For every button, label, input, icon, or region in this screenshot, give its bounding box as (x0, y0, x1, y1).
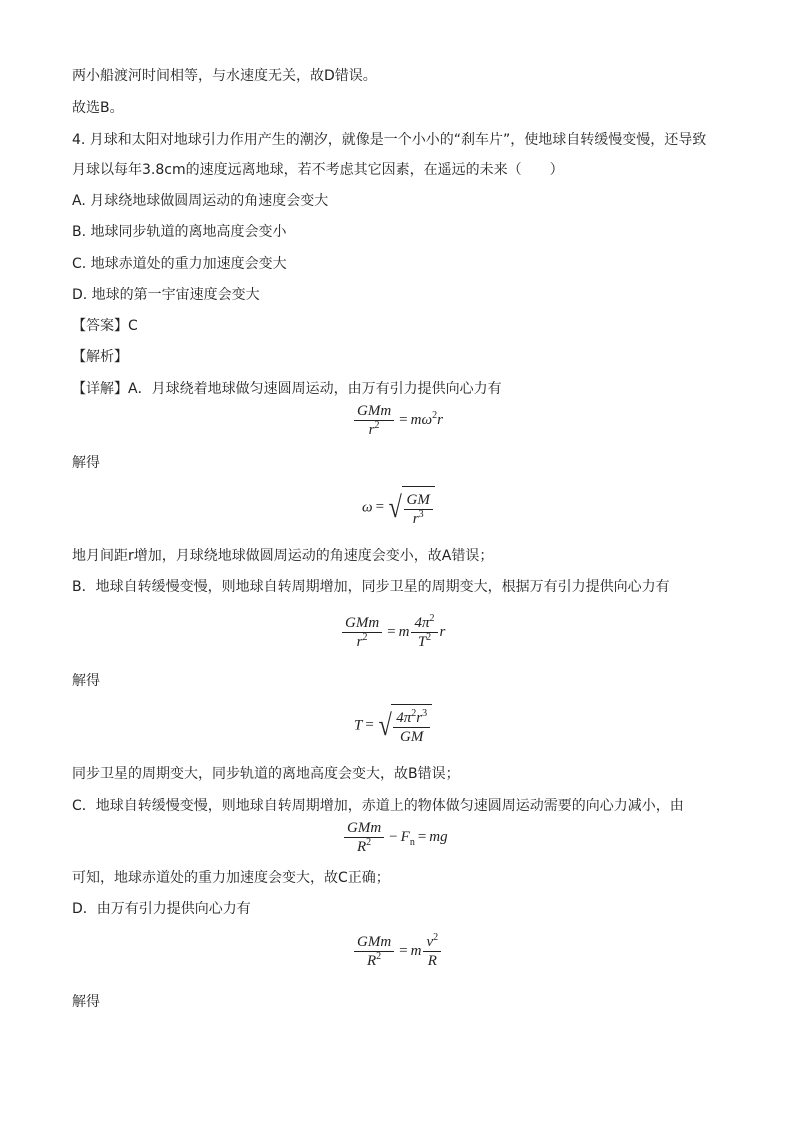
analysis-label: 【解析】 (72, 349, 128, 365)
formula-exponent: 2 (366, 837, 372, 848)
text-line: 两小船渡河时间相等，与水速度无关，故D错误。 (72, 68, 377, 84)
formula-denominator: r (412, 510, 419, 527)
detail-d: D．由万有引力提供向心力有 (72, 901, 251, 917)
formula-exponent: 2 (426, 632, 432, 643)
formula-numerator: 4π (414, 615, 430, 631)
text-line: 解得 (72, 455, 100, 471)
detail-c: C．地球自转缓慢变慢，则地球自转周期增加，赤道上的物体做匀速圆周运动需要的向心力减小，由 (72, 798, 684, 814)
formula-numerator: GM (404, 491, 433, 510)
text-line: 解得 (72, 673, 100, 689)
formula-exponent: 2 (433, 932, 439, 943)
formula-2: ω = √ $\frac{GM}{r^3}$ (362, 486, 435, 530)
formula-numerator: GMm (344, 819, 384, 838)
question-line: 4. 月球和太阳对地球引力作用产生的潮汐，就像是一个小小的“刹车片”，使地球自转缓慢变慢，还导致 (72, 132, 707, 148)
formula-numerator: GMm (354, 933, 394, 952)
text-line: 地月间距r增加，月球绕地球做圆周运动的角速度会变小，故A错误； (72, 548, 494, 564)
formula-rhs: mω (410, 411, 433, 428)
formula-1: $\frac{\text{GMm}}{r^2}$ = $m\omega^2r$ (352, 402, 443, 439)
formula-exponent: 2 (429, 613, 435, 624)
formula-3: $\frac{\text{GMm}}{r^2}$ = m $\frac{4\pi^2}{T^2}$ r (340, 614, 445, 651)
detail-b: B．地球自转缓慢变慢，则地球自转周期增加，同步卫星的周期变大，根据万有引力提供向心力有 (72, 579, 670, 595)
formula-numerator: v (426, 934, 434, 950)
option-b: B. 地球同步轨道的离地高度会变小 (72, 224, 287, 240)
detail-a: 【详解】A．月球绕着地球做匀速圆周运动，由万有引力提供向心力有 (72, 381, 502, 397)
formula-exponent: 2 (362, 632, 368, 643)
text-line: 同步卫星的周期变大，同步轨道的离地高度会变大，故B错误； (72, 766, 460, 782)
answer-label: 【答案】C (72, 318, 138, 334)
formula-numerator: 4π (396, 709, 412, 726)
formula-denominator: T (417, 634, 427, 650)
formula-numerator-r: r (416, 709, 423, 726)
formula-denominator: r (356, 634, 363, 650)
formula-6: $\frac{\text{GMm}}{R^2}$ = m $\frac{v^2}{R}$ (352, 933, 443, 970)
formula-subscript: n (409, 836, 415, 848)
formula-exponent: 2 (432, 409, 438, 421)
formula-exponent: 2 (374, 420, 380, 431)
formula-numerator: GMm (354, 402, 394, 421)
formula-rhs-tail: r (437, 411, 443, 428)
formula-5: $\frac{\text{GMm}}{R^2}$ − $F_n$ = mg (342, 819, 448, 856)
option-d: D. 地球的第一宇宙速度会变大 (72, 287, 260, 303)
formula-4: T = √ $\frac{4\pi^2r^3}{GM}$ (354, 704, 432, 748)
formula-denominator: R (357, 839, 367, 855)
formula-rhs: m (398, 623, 410, 640)
formula-lhs: ω (362, 499, 373, 516)
text-line: 可知，地球赤道处的重力加速度会变大，故C正确； (72, 870, 390, 886)
text-line: 解得 (72, 994, 100, 1010)
formula-lhs: T (354, 717, 363, 734)
question-line: 月球以每年3.8cm的速度远离地球，若不考虑其它因素，在遥远的未来（ ） (72, 162, 564, 178)
text-line: 故选B。 (72, 100, 124, 116)
formula-tail: r (439, 623, 446, 640)
formula-denominator: GM (400, 728, 424, 745)
formula-numerator: GMm (342, 614, 382, 633)
option-c: C. 地球赤道处的重力加速度会变大 (72, 256, 287, 272)
formula-exponent: 2 (411, 707, 417, 719)
option-a: A. 月球绕地球做圆周运动的角速度会变大 (72, 193, 329, 209)
formula-rhs: mg (429, 828, 448, 845)
formula-denominator: R (367, 953, 377, 969)
formula-denominator: R (427, 953, 437, 969)
formula-denominator: r (368, 422, 375, 438)
formula-term: F (400, 828, 410, 845)
formula-exponent: 2 (376, 951, 382, 962)
formula-rhs: m (410, 942, 422, 959)
formula-exponent: 3 (418, 508, 424, 520)
formula-exponent: 3 (422, 707, 428, 719)
